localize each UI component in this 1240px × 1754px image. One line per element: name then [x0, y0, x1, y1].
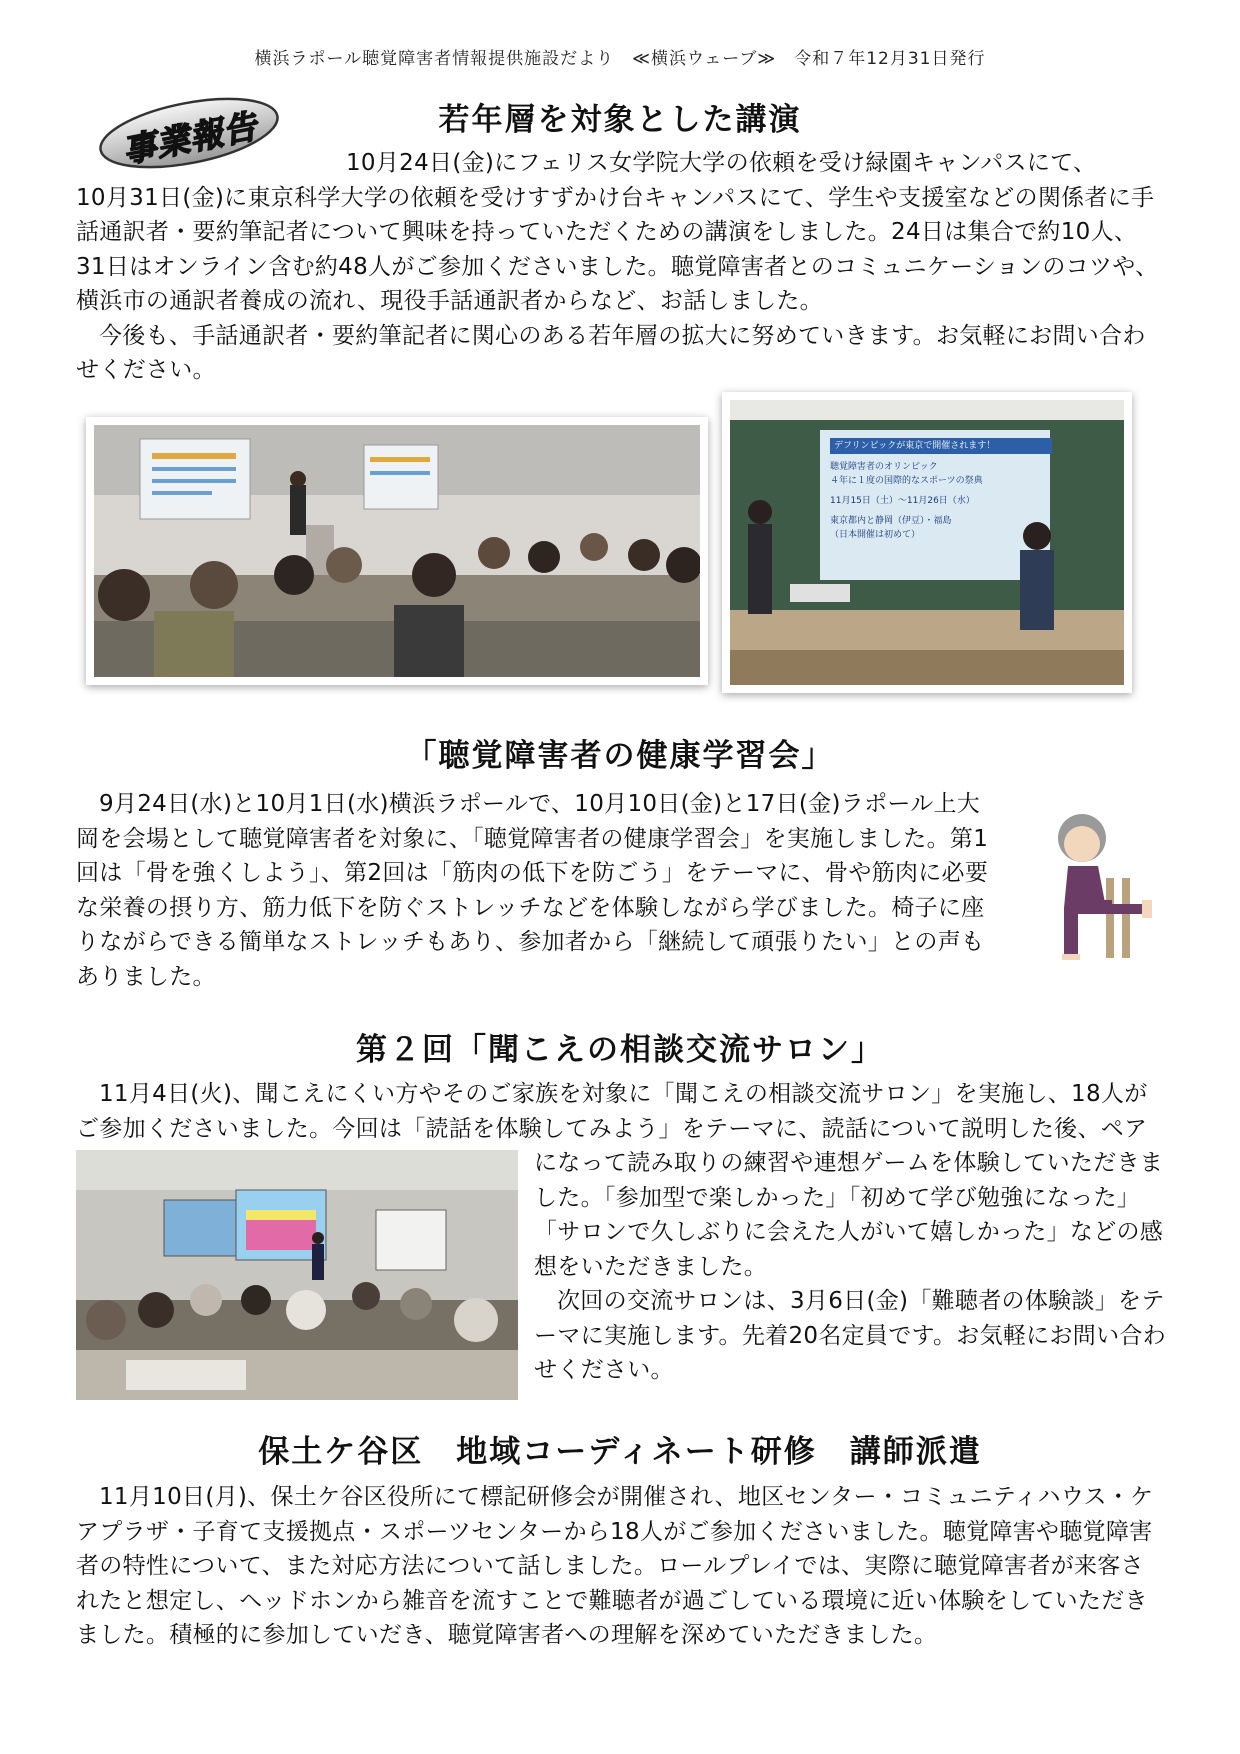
slide-line: ４年に１度の国際的なスポーツの祭典: [830, 476, 983, 486]
slide-line: （日本開催は初めて）: [830, 530, 921, 540]
lecture-photo-deaflympics: [722, 392, 1132, 693]
section-title-hodogaya-training: 保土ケ谷区 地域コーディネート研修 講師派遣: [258, 1434, 982, 1470]
newsletter-header: 横浜ラポール聴覚障害者情報提供施設だより ≪横浜ウェーブ≫ 令和７年12月31日発行: [254, 49, 986, 69]
badge-label: 事業報告: [119, 106, 261, 171]
stretch-illustration: [1036, 808, 1164, 968]
lecture-photo-classroom: [86, 417, 708, 685]
slide-line: 聴覚障害者のオリンピック: [830, 462, 938, 472]
section1-paragraph-body: 10月31日(金)に東京科学大学の依頼を受けすずかけ台キャンパスにて、学生や支援室などの関係者に手話通訳者・要約筆記者について興味を持っていただくための講演をしました。24日は集合で約10人、31日はオンライン含む約48人がご参加くださいました。聴覚障害者とのコミュニケーションのコツや、横浜市の通訳者養成の流れ、現役手話通訳者からなど、お話しました。: [76, 184, 1159, 314]
slide-content: [824, 432, 1058, 590]
section1-paragraph-intro: 10月24日(金)にフェリス女学院大学の依頼を受け緑園キャンパスにて、: [346, 150, 1097, 176]
section-title-youth-lecture: 若年層を対象とした講演: [438, 102, 802, 138]
section-title-hearing-salon: 第２回「聞こえの相談交流サロン」: [356, 1032, 884, 1068]
section3-paragraph-top: 11月4日(火)、聞こえにくい方やそのご家族を対象に「聞こえの相談交流サロン」を実施し、18人がご参加くださいました。今回は「読話を体験してみよう」をテーマに、読話について説明した後、ペア: [76, 1081, 1148, 1142]
slide-line: 11月15日（土）～11月26日（水）: [830, 496, 975, 506]
section1-paragraph-outlook: 今後も、手話通訳者・要約筆記者に関心のある若年層の拡大に努めていきます。お気軽にお問い合わせください。: [76, 322, 1146, 383]
slide-line: 東京都内と静岡（伊豆）・福島: [830, 516, 952, 526]
section3-paragraph-next: 次回の交流サロンは、3月6日(金)「難聴者の体験談」をテーマに実施します。先着20名定員です。お気軽にお問い合わせください。: [534, 1288, 1166, 1383]
slide-line: デフリンピックが東京で開催されます！: [830, 438, 1052, 454]
section4-paragraph: 11月10日(月)、保土ケ谷区役所にて標記研修会が開催され、地区センター・コミュニティハウス・ケアプラザ・子育て支援拠点・スポーツセンターから18人がご参加くださいました。聴覚障害や聴覚障害者の特性について、また対応方法について話しました。ロールプレイでは、実際に聴覚障害者が来客されたと想定し、ヘッドホンから雑音を流すことで難聴者が過ごしている環境に近い体験をしていただきました。積極的に参加していだき、聴覚障害者への理解を深めていただきました。: [76, 1484, 1154, 1648]
section-title-health-study: 「聴覚障害者の健康学習会」: [405, 738, 835, 774]
salon-photo: [76, 1150, 518, 1400]
section3-paragraph-side: になって読み取りの練習や連想ゲームを体験していただきました。「参加型で楽しかった」「初めて学び勉強になった」「サロンで久しぶりに会えた人がいて嬉しかった」などの感想をいただきました。: [534, 1150, 1164, 1280]
section2-paragraph: 9月24日(水)と10月1日(水)横浜ラポールで、10月10日(金)と17日(金)ラポール上大岡を会場として聴覚障害者を対象に、「聴覚障害者の健康学習会」を実施しました。第1回は「骨を強くしよう」、第2回は「筋肉の低下を防ごう」をテーマに、骨や筋肉に必要な栄養の摂り方、筋力低下を防ぐストレッチなどを体験しながら学びました。椅子に座りながらできる簡単なストレッチもあり、参加者から「継続して頑張りたい」との声もありました。: [76, 791, 989, 990]
